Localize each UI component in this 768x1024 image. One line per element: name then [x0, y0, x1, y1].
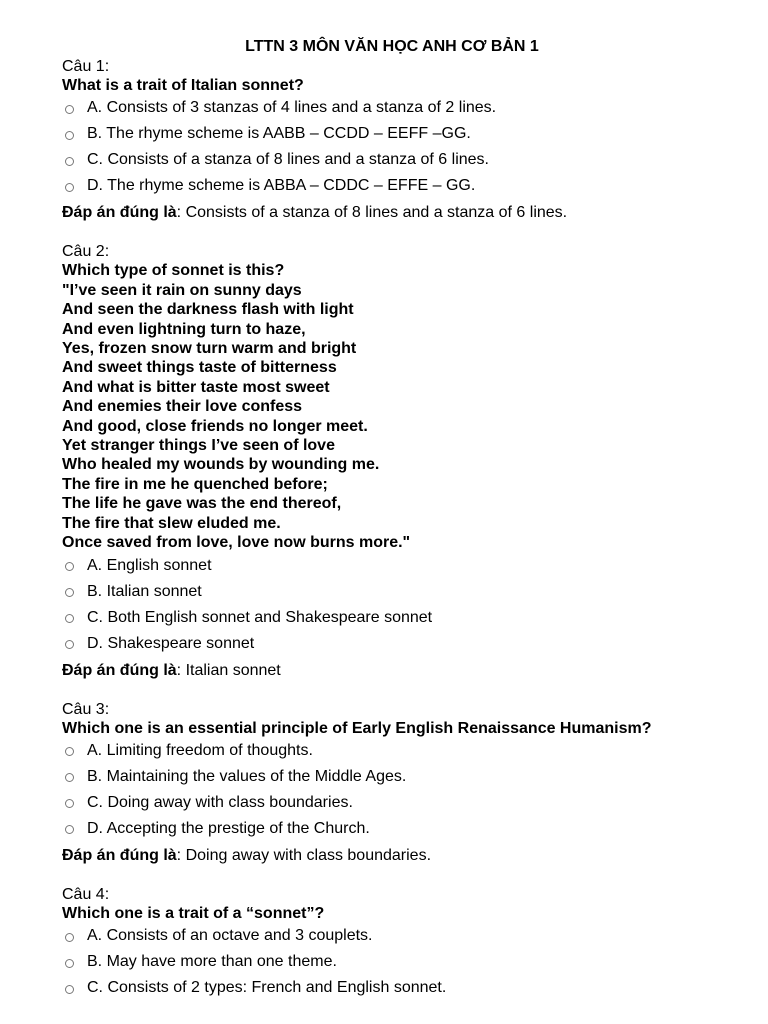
- question-text-line: And good, close friends no longer meet.: [62, 417, 368, 435]
- correct-answer: [62, 846, 752, 866]
- option-label: A. Consists of an octave and 3 couplets.: [87, 927, 373, 945]
- options-list: [62, 553, 752, 657]
- question-3: [62, 700, 752, 866]
- question-1: [62, 57, 752, 223]
- question-label: Câu 2:: [62, 243, 110, 261]
- option-label: B. Italian sonnet: [87, 582, 202, 600]
- options-list: [62, 95, 752, 199]
- document-title: LTTN 3 MÔN VĂN HỌC ANH CƠ BẢN 1: [245, 38, 539, 55]
- option-label: C. Consists of 2 types: French and English sonnet.: [87, 979, 447, 997]
- answer-option[interactable]: [62, 975, 752, 1001]
- option-label: B. May have more than one theme.: [87, 953, 337, 971]
- radio-button-icon[interactable]: [65, 588, 74, 597]
- answer-option[interactable]: [62, 738, 752, 764]
- answer-option[interactable]: [62, 121, 752, 147]
- radio-button-icon[interactable]: [65, 747, 74, 756]
- question-text: [62, 904, 752, 923]
- question-text-line: The life he gave was the end thereof,: [62, 495, 342, 513]
- questions-list: [62, 57, 752, 1020]
- radio-button-icon[interactable]: [65, 131, 74, 140]
- answer-option[interactable]: [62, 95, 752, 121]
- question-label: Câu 4:: [62, 885, 110, 903]
- question-text-line: And seen the darkness flash with light: [62, 301, 354, 319]
- option-label: D. Accepting the prestige of the Church.: [87, 819, 370, 837]
- correct-answer-lead: Đáp án đúng là: [62, 846, 177, 864]
- answer-option[interactable]: [62, 605, 752, 631]
- question-text-line: Which one is a trait of a “sonnet”?: [62, 904, 325, 922]
- answer-option[interactable]: [62, 816, 752, 842]
- question-text-line: Once saved from love, love now burns more.": [62, 534, 411, 552]
- correct-answer: [62, 203, 752, 223]
- radio-button-icon[interactable]: [65, 933, 74, 942]
- option-label: B. Maintaining the values of the Middle Ages.: [87, 767, 407, 785]
- question-text-line: And sweet things taste of bitterness: [62, 359, 337, 377]
- answer-option[interactable]: [62, 764, 752, 790]
- option-label: C. Consists of a stanza of 8 lines and a stanza of 6 lines.: [87, 151, 489, 169]
- option-label: D. Shakespeare sonnet: [87, 634, 255, 652]
- question-text: [62, 261, 752, 552]
- question-text-line: The fire that slew eluded me.: [62, 514, 281, 532]
- question-text-line: And even lightning turn to haze,: [62, 320, 306, 338]
- question-text-line: Which one is an essential principle of Early English Renaissance Humanism?: [62, 719, 652, 737]
- correct-answer: [62, 661, 752, 681]
- question-4: [62, 885, 752, 1001]
- question-text-line: The fire in me he quenched before;: [62, 475, 328, 493]
- answer-option[interactable]: [62, 631, 752, 657]
- question-text-line: Who healed my wounds by wounding me.: [62, 456, 380, 474]
- radio-button-icon[interactable]: [65, 825, 74, 834]
- correct-answer-text: : Consists of a stanza of 8 lines and a stanza of 6 lines.: [176, 204, 568, 222]
- question-text-line: What is a trait of Italian sonnet?: [62, 77, 304, 94]
- answer-option[interactable]: [62, 147, 752, 173]
- answer-option[interactable]: [62, 553, 752, 579]
- question-text-line: Yes, frozen snow turn warm and bright: [62, 340, 357, 358]
- radio-button-icon[interactable]: [65, 640, 74, 649]
- question-2: [62, 242, 752, 680]
- options-list: [62, 738, 752, 842]
- question-label: Câu 3:: [62, 700, 110, 718]
- correct-answer-text: : Doing away with class boundaries.: [176, 846, 432, 864]
- question-text-line: And what is bitter taste most sweet: [62, 378, 330, 396]
- answer-option[interactable]: [62, 923, 752, 949]
- option-label: C. Both English sonnet and Shakespeare sonnet: [87, 608, 433, 626]
- radio-button-icon[interactable]: [65, 773, 74, 782]
- question-text: [62, 719, 752, 738]
- radio-button-icon[interactable]: [65, 183, 74, 192]
- option-label: D. The rhyme scheme is ABBA – CDDC – EFFE – GG.: [87, 177, 476, 195]
- answer-option[interactable]: [62, 579, 752, 605]
- option-label: C. Doing away with class boundaries.: [87, 793, 353, 811]
- question-text-line: "I’ve seen it rain on sunny days: [62, 281, 302, 299]
- radio-button-icon[interactable]: [65, 614, 74, 623]
- radio-button-icon[interactable]: [65, 985, 74, 994]
- question-text-line: Yet stranger things I’ve seen of love: [62, 437, 335, 455]
- correct-answer-lead: Đáp án đúng là: [62, 661, 177, 679]
- option-label: A. Consists of 3 stanzas of 4 lines and a stanza of 2 lines.: [87, 99, 497, 117]
- question-text-line: Which type of sonnet is this?: [62, 262, 285, 280]
- radio-button-icon[interactable]: [65, 157, 74, 166]
- radio-button-icon[interactable]: [65, 959, 74, 968]
- option-label: B. The rhyme scheme is AABB – CCDD – EEFF –GG.: [87, 125, 471, 143]
- question-label: Câu 1:: [62, 58, 110, 75]
- answer-option[interactable]: [62, 173, 752, 199]
- options-list: [62, 923, 752, 1001]
- correct-answer-lead: Đáp án đúng là: [62, 204, 177, 222]
- radio-button-icon[interactable]: [65, 799, 74, 808]
- question-text: [62, 76, 752, 95]
- option-label: A. English sonnet: [87, 556, 212, 574]
- correct-answer-text: : Italian sonnet: [176, 661, 281, 679]
- answer-option[interactable]: [62, 949, 752, 975]
- question-text-line: And enemies their love confess: [62, 398, 303, 416]
- answer-option[interactable]: [62, 790, 752, 816]
- option-label: A. Limiting freedom of thoughts.: [87, 741, 313, 759]
- radio-button-icon[interactable]: [65, 562, 74, 571]
- radio-button-icon[interactable]: [65, 105, 74, 114]
